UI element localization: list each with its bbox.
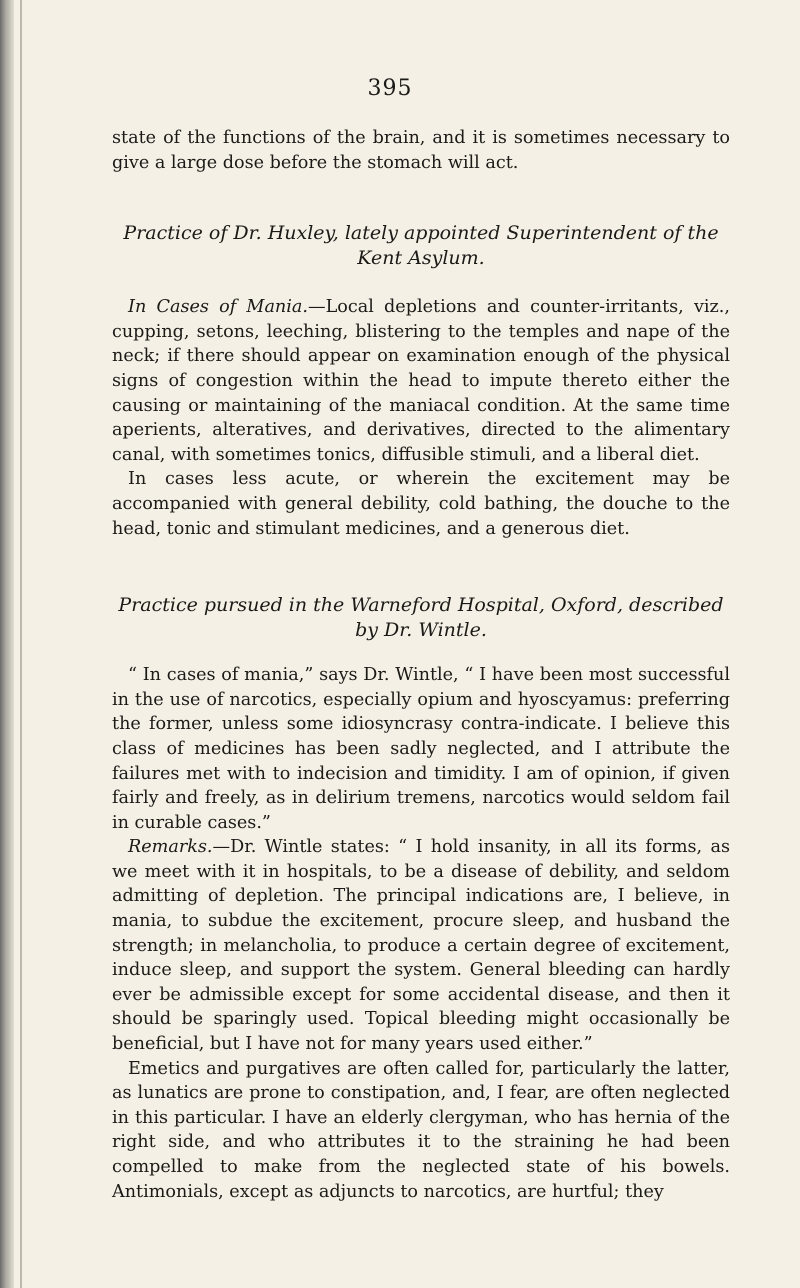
- paragraph-remarks-text: —Dr. Wintle states: “ I hold insanity, in all its forms, as we meet with it in hospitals, to be a disease of debility, and seldom admitting of depletion. The principal indications are, I believe, in mania, to subdue the excitement, procure sleep, and husband the strength; in melancholia, to produce a certain degree of excitement, induce sleep, and support the system. General bleeding can hardly ever be admissible except for some accidental disease, and then it should be sparingly used. Topical bleeding might occasionally be beneficial, but I have not for many years used either.”: [112, 837, 730, 1055]
- paragraph-remarks-lead: Remarks.: [128, 837, 213, 858]
- heading-wintle-line1: Practice pursued in the Warneford Hospital, Oxford, described: [118, 594, 724, 617]
- paragraph-remarks: [112, 835, 730, 1056]
- heading-wintle-line2: by Dr. Wintle.: [355, 619, 487, 642]
- paragraph-mania-cases: [112, 295, 730, 467]
- section-heading-wintle: [112, 593, 730, 643]
- paragraph-wintle-quote: “ In cases of mania,” says Dr. Wintle, “ I have been most successful in the use of narcotics, especially opium and hyoscyamus: preferring the former, unless some idiosyncrasy contra-indicate. I believe this class of medicines has been sadly neglected, and I attribute the failures met with to indecision and timidity. I am of opinion, if given fairly and freely, as in delirium tremens, narcotics would seldom fail in curable cases.”: [112, 665, 730, 833]
- binding-line: [20, 0, 22, 1288]
- binding-shadow: [0, 0, 14, 1288]
- heading-huxley-line1: Practice of Dr. Huxley, lately appointed Superintendent of the: [123, 222, 719, 245]
- paragraph-mania-text: —Local depletions and counter-irritants, viz., cupping, setons, leeching, blistering to the temples and nape of the neck; if there should appear on examination enough of the physical signs of congestion within the head to impute thereto either the causing or maintaining of the maniacal condition. At the same time aperients, alteratives, and derivatives, directed to the alimentary canal, with sometimes tonics, diffusible stimuli, and a liberal diet.: [112, 297, 730, 465]
- page-number: 395: [367, 76, 413, 101]
- heading-huxley-line2: Kent Asylum.: [357, 247, 485, 270]
- paragraph-emetics: Emetics and purgatives are often called for, particularly the latter, as lunatics are prone to constipation, and, I fear, are often neglected in this particular. I have an elderly clergyman, who has hernia of the right side, and who attributes it to the straining he had been compelled to make from the neglected state of his bowels. Antimonials, except as adjuncts to narcotics, are hurtful; they: [112, 1058, 730, 1202]
- paragraph-mania-lead: In Cases of Mania.: [128, 297, 308, 318]
- section-heading-huxley: [112, 221, 730, 271]
- page-body: [112, 126, 730, 1204]
- intro-paragraph: state of the functions of the brain, and it is sometimes necessary to give a large dose before the stomach will act.: [112, 128, 730, 173]
- paragraph-less-acute: In cases less acute, or wherein the excitement may be accompanied with general debility, cold bathing, the douche to the head, tonic and stimulant medicines, and a generous diet.: [112, 469, 730, 539]
